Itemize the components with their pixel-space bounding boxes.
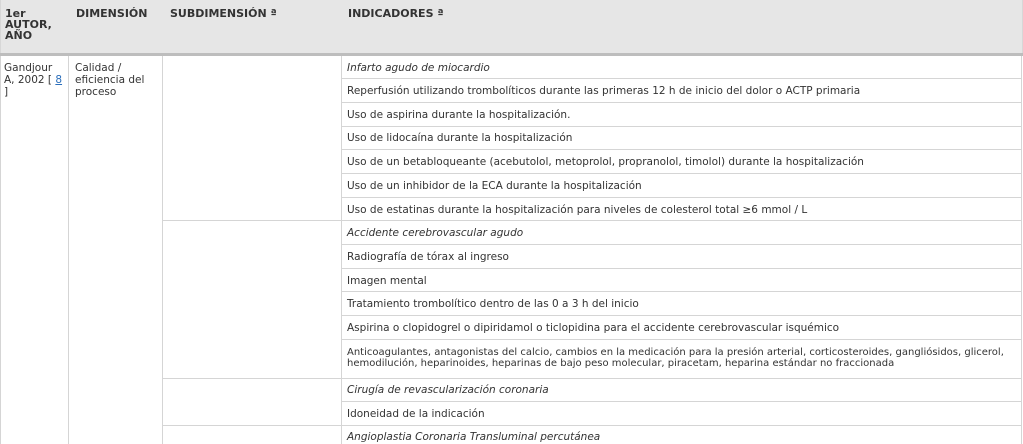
row-divider xyxy=(341,244,1022,245)
row-divider xyxy=(341,291,1022,292)
header-author: 1er AUTOR, AÑO xyxy=(5,7,52,42)
row-divider xyxy=(341,173,1022,174)
header-indicators: INDICADORES ª xyxy=(348,7,444,20)
indicator-item: Uso de un betabloqueante (acebutolol, metoprolol, propranolol, timolol) durante la hospitalización xyxy=(347,156,864,168)
indicator-item: Idoneidad de la indicación xyxy=(347,408,485,420)
indicator-category: Infarto agudo de miocardio xyxy=(347,62,490,74)
column-divider xyxy=(162,56,163,444)
indicator-item: Tratamiento trombolítico dentro de las 0 a 3 h del inicio xyxy=(347,298,639,310)
row-divider xyxy=(341,401,1022,402)
indicator-item: Uso de aspirina durante la hospitalización. xyxy=(347,109,571,121)
indicator-category: Angioplastia Coronaria Transluminal percutánea xyxy=(347,431,601,443)
indicator-category: Cirugía de revascularización coronaria xyxy=(347,384,549,396)
table-left-border xyxy=(0,56,1,444)
row-divider xyxy=(341,339,1022,340)
indicator-item: Anticoagulantes, antagonistas del calcio, cambios en la medicación para la presión arterial, corticosteroides, gangliósidos, glicerol, hemodilución, heparinoides, heparinas de bajo peso molecular, piracetam, heparina estándar no fraccionada xyxy=(347,347,1004,369)
row-divider xyxy=(341,149,1022,150)
indicator-item: Radiografía de tórax al ingreso xyxy=(347,251,509,263)
indicator-item: Imagen mental xyxy=(347,275,427,287)
column-divider xyxy=(341,56,342,444)
row-divider xyxy=(341,197,1022,198)
row-divider xyxy=(341,315,1022,316)
indicator-item: Reperfusión utilizando trombolíticos durante las primeras 12 h de inicio del dolor o ACTP primaria xyxy=(347,85,861,97)
table-header xyxy=(0,0,1023,53)
reference-link[interactable]: 8 xyxy=(55,74,63,86)
indicator-item: Aspirina o clopidogrel o dipiridamol o ticlopidina para el accidente cerebrovascular isquémico xyxy=(347,322,840,334)
indicator-item: Uso de estatinas durante la hospitalización para niveles de colesterol total ≥6 mmol / L xyxy=(347,204,808,216)
author-cell xyxy=(4,62,66,98)
row-divider xyxy=(341,268,1022,269)
indicator-category: Accidente cerebrovascular agudo xyxy=(347,227,524,239)
group-divider xyxy=(162,425,1022,426)
row-divider xyxy=(341,126,1022,127)
row-divider xyxy=(341,78,1022,79)
table-right-border xyxy=(1021,56,1022,444)
group-divider xyxy=(162,220,1022,221)
header-subdimension: SUBDIMENSIÓN ª xyxy=(170,7,277,20)
indicator-item: Uso de un inhibidor de la ECA durante la hospitalización xyxy=(347,180,642,192)
author-text: Gandjour A, 2002 [ xyxy=(4,62,53,86)
indicator-item: Uso de lidocaína durante la hospitalización xyxy=(347,132,573,144)
header-dimension: DIMENSIÓN xyxy=(76,7,148,20)
row-divider xyxy=(341,102,1022,103)
column-divider xyxy=(68,56,69,444)
dimension-cell: Calidad / eficiencia del proceso xyxy=(75,62,145,98)
header-divider xyxy=(0,53,1023,56)
group-divider xyxy=(162,378,1022,379)
author-close-bracket: ] xyxy=(4,86,9,98)
